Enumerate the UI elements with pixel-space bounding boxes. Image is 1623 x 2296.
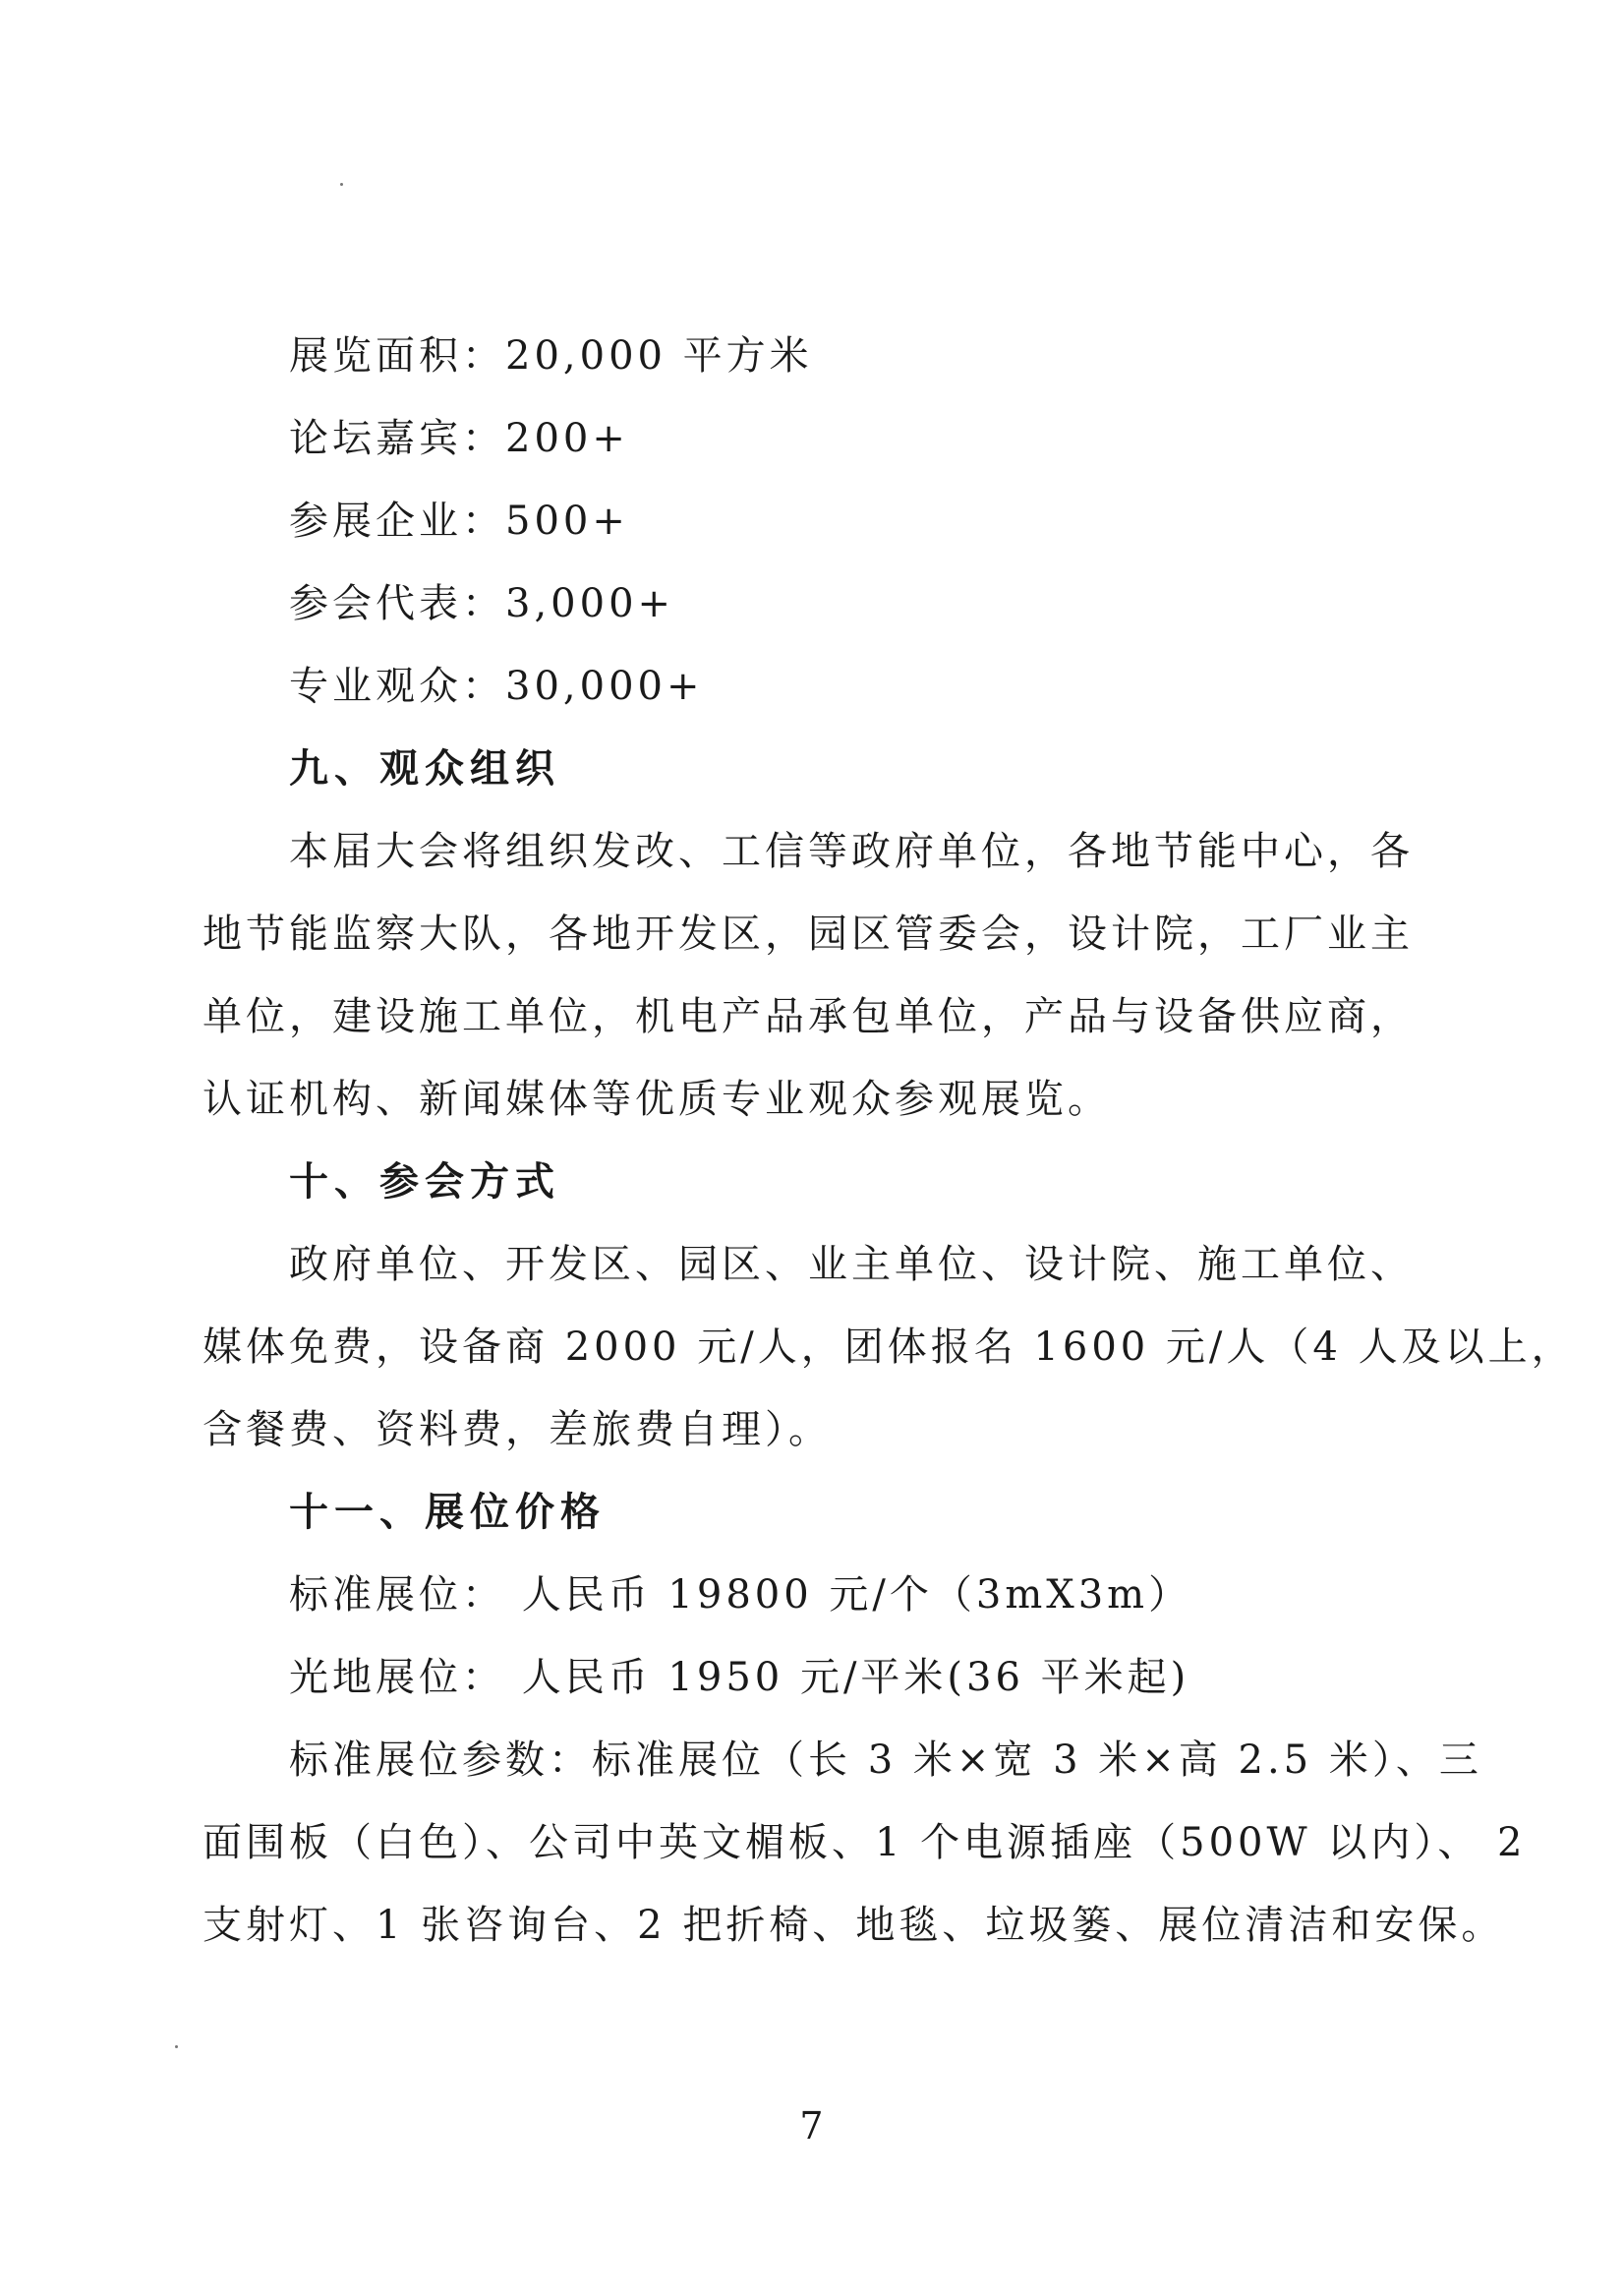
stat-exhibitors	[203, 480, 1480, 562]
page-content	[203, 315, 1575, 1967]
stat-label: 参展企业：	[289, 499, 505, 544]
page-number: 7	[799, 2104, 824, 2148]
paragraph-line: 认证机构、新闻媒体等优质专业观众参观展览。	[203, 1077, 1111, 1122]
stat-value: 200+	[505, 416, 629, 461]
paragraph-line: 政府单位、开发区、园区、业主单位、设计院、施工单位、	[289, 1242, 1414, 1287]
scan-speck	[175, 2045, 178, 2048]
stat-exhibition-area	[203, 315, 1480, 397]
standard-booth-price: 标准展位： 人民币 19800 元/个（3mX3m）	[289, 1572, 1192, 1618]
paragraph-line: 单位，建设施工单位，机电产品承包单位，产品与设备供应商，	[203, 994, 1414, 1039]
stat-label: 论坛嘉宾：	[289, 416, 505, 461]
paragraph-line: 支射灯、1 张咨询台、2 把折椅、地毯、垃圾篓、展位清洁和安保。	[203, 1903, 1505, 1948]
section-heading-booth-price: 十一、展位价格	[289, 1490, 606, 1535]
paragraph-line: 含餐费、资料费，差旅费自理）。	[203, 1407, 832, 1452]
stat-label: 展览面积：	[289, 333, 505, 379]
stat-delegates	[203, 562, 1480, 645]
paragraph-line: 媒体免费，设备商 2000 元/人，团体报名 1600 元/人（4 人及以上，	[203, 1325, 1575, 1370]
stat-value: 3,000+	[505, 581, 675, 626]
section-heading-participation: 十、参会方式	[289, 1159, 560, 1205]
stat-value: 500+	[505, 499, 629, 544]
section-heading-audience: 九、观众组织	[289, 746, 560, 792]
paragraph-line: 标准展位参数：标准展位（长 3 米×宽 3 米×高 2.5 米）、三	[289, 1737, 1482, 1783]
paragraph-line: 地节能监察大队，各地开发区，园区管委会，设计院，工厂业主	[203, 912, 1414, 957]
stat-label: 参会代表：	[289, 581, 505, 626]
stat-value: 20,000 平方米	[505, 333, 813, 379]
paragraph-line: 本届大会将组织发改、工信等政府单位，各地节能中心，各	[289, 829, 1414, 874]
stat-label: 专业观众：	[289, 664, 505, 709]
scan-speck	[340, 183, 343, 186]
stat-forum-guests	[203, 397, 1480, 480]
stat-value: 30,000+	[505, 664, 704, 709]
raw-space-price: 光地展位： 人民币 1950 元/平米(36 平米起)	[289, 1655, 1190, 1700]
paragraph-line: 面围板（白色）、公司中英文楣板、1 个电源插座（500W 以内）、 2	[203, 1820, 1527, 1865]
stat-visitors	[203, 645, 1480, 728]
